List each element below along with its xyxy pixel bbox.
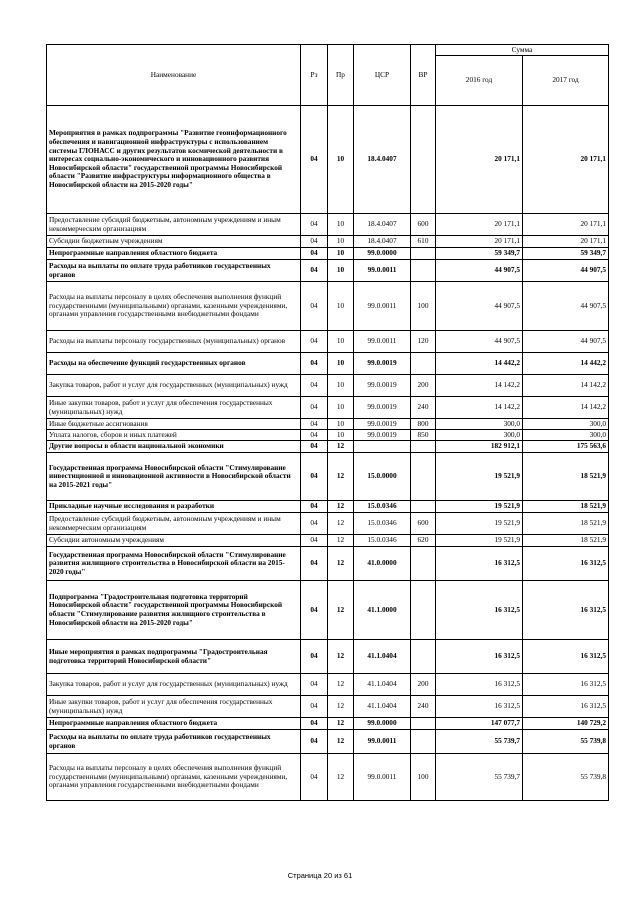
row-sum-2017: 16 312,5 (523, 640, 609, 674)
row-sum-2017: 16 312,5 (523, 581, 609, 640)
row-sum-2016: 16 312,5 (436, 640, 523, 674)
row-sum-2017: 18 521,9 (523, 453, 609, 501)
row-csr: 99.0.0019 (354, 353, 411, 375)
row-csr: 41.0.0000 (354, 547, 411, 581)
table-row (47, 513, 609, 535)
row-sum-2016: 59 349,7 (436, 248, 523, 260)
row-name: Подпрограмма "Градостроительная подготовка территорий Новосибирской области" государственной программы Новосибирской области "Стимулирование развития жилищного строительства в Новосибирской области на 2015-2020 годы" (47, 581, 301, 640)
row-rz: 04 (301, 441, 328, 453)
row-name: Непрограммные направления областного бюджета (47, 248, 301, 260)
table-row (47, 453, 609, 501)
row-pr: 12 (328, 696, 354, 718)
row-vr: 850 (411, 430, 436, 441)
row-rz: 04 (301, 214, 328, 236)
row-name: Закупка товаров, работ и услуг для государственных (муниципальных) нужд (47, 674, 301, 696)
row-rz: 04 (301, 501, 328, 513)
table-row (47, 674, 609, 696)
row-vr: 100 (411, 282, 436, 331)
row-csr: 99.0.0000 (354, 718, 411, 730)
row-vr: 100 (411, 754, 436, 801)
row-rz: 04 (301, 547, 328, 581)
table-row (47, 419, 609, 430)
header-rz: Рз (301, 45, 328, 106)
table-row (47, 640, 609, 674)
row-csr: 15.0.0346 (354, 513, 411, 535)
row-name: Другие вопросы в области национальной экономики (47, 441, 301, 453)
header-pr: Пр (328, 45, 354, 106)
row-csr: 99.0.0011 (354, 260, 411, 282)
table-row (47, 397, 609, 419)
table-row (47, 441, 609, 453)
row-csr: 15.0.0346 (354, 535, 411, 547)
row-csr (354, 441, 411, 453)
row-name: Государственная программа Новосибирской области "Стимулирование инвестиционной и инновационной активности в Новосибирской области на 2015-2021 годы" (47, 453, 301, 501)
row-pr: 12 (328, 441, 354, 453)
row-vr: 200 (411, 674, 436, 696)
row-csr: 99.0.0011 (354, 754, 411, 801)
row-rz: 04 (301, 581, 328, 640)
row-vr: 200 (411, 375, 436, 397)
row-csr: 41.1.0404 (354, 674, 411, 696)
row-pr: 12 (328, 730, 354, 754)
row-sum-2016: 20 171,1 (436, 236, 523, 248)
row-rz: 04 (301, 453, 328, 501)
table-body (47, 106, 609, 801)
row-csr: 18.4.0407 (354, 106, 411, 214)
row-vr (411, 547, 436, 581)
row-vr: 240 (411, 397, 436, 419)
row-pr: 10 (328, 375, 354, 397)
row-csr: 99.0.0019 (354, 419, 411, 430)
row-csr: 15.0.0000 (354, 453, 411, 501)
row-name: Расходы на выплаты персоналу в целях обеспечения выполнения функций государственными (муниципальными) органами, казенными учреждениями, органами управления государственными внебюджетными фондами (47, 754, 301, 801)
row-csr: 18.4.0407 (354, 214, 411, 236)
row-name: Уплата налогов, сборов и иных платежей (47, 430, 301, 441)
row-rz: 04 (301, 282, 328, 331)
row-pr: 10 (328, 430, 354, 441)
row-csr: 15.0.0346 (354, 501, 411, 513)
row-sum-2016: 16 312,5 (436, 581, 523, 640)
row-pr: 10 (328, 260, 354, 282)
row-csr: 99.0.0000 (354, 248, 411, 260)
row-sum-2017: 44 907,5 (523, 282, 609, 331)
row-sum-2017: 14 142,2 (523, 397, 609, 419)
budget-table (46, 44, 609, 801)
row-sum-2017: 175 563,6 (523, 441, 609, 453)
row-sum-2016: 16 312,5 (436, 547, 523, 581)
row-csr: 99.0.0019 (354, 375, 411, 397)
table-row (47, 260, 609, 282)
row-vr (411, 640, 436, 674)
row-vr: 600 (411, 513, 436, 535)
table-row (47, 248, 609, 260)
row-vr (411, 441, 436, 453)
row-sum-2016: 14 142,2 (436, 397, 523, 419)
row-rz: 04 (301, 430, 328, 441)
table-row (47, 754, 609, 801)
row-pr: 12 (328, 535, 354, 547)
row-sum-2017: 14 142,2 (523, 375, 609, 397)
row-name: Мероприятия в рамках подпрограммы "Развитие геоинформационного обеспечения и навигационной инфраструктуры с использованием системы ГЛОНАСС и других результатов космической деятельности в интересах социально-экономического и инновационного развития Новосибирской области" государственной программы Новосибирской области "Развитие инфраструктуры информационного общества в Новосибирской области на 2015-2020 годы" (47, 106, 301, 214)
row-pr: 12 (328, 674, 354, 696)
row-pr: 10 (328, 331, 354, 353)
table-row (47, 331, 609, 353)
row-pr: 12 (328, 581, 354, 640)
header-year-2017: 2017 год (523, 56, 609, 106)
table-row (47, 430, 609, 441)
row-sum-2016: 55 739,7 (436, 754, 523, 801)
row-rz: 04 (301, 331, 328, 353)
row-pr: 12 (328, 640, 354, 674)
row-rz: 04 (301, 513, 328, 535)
row-sum-2016: 44 907,5 (436, 260, 523, 282)
row-pr: 10 (328, 236, 354, 248)
row-vr: 620 (411, 535, 436, 547)
row-sum-2017: 20 171,1 (523, 214, 609, 236)
row-name: Иные мероприятия в рамках подпрограммы "Градостроительная подготовка территорий Новосибирской области" (47, 640, 301, 674)
row-vr (411, 453, 436, 501)
row-sum-2016: 19 521,9 (436, 513, 523, 535)
row-vr (411, 106, 436, 214)
row-csr: 99.0.0011 (354, 331, 411, 353)
row-pr: 12 (328, 453, 354, 501)
row-pr: 10 (328, 106, 354, 214)
row-rz: 04 (301, 375, 328, 397)
row-sum-2017: 18 521,9 (523, 535, 609, 547)
header-sum: Сумма (436, 45, 609, 56)
row-csr: 99.0.0011 (354, 730, 411, 754)
row-sum-2016: 14 442,2 (436, 353, 523, 375)
row-sum-2016: 20 171,1 (436, 106, 523, 214)
row-name: Субсидии бюджетным учреждениям (47, 236, 301, 248)
table-row (47, 718, 609, 730)
row-vr: 240 (411, 696, 436, 718)
row-vr (411, 501, 436, 513)
row-rz: 04 (301, 106, 328, 214)
row-name: Закупка товаров, работ и услуг для государственных (муниципальных) нужд (47, 375, 301, 397)
table-row (47, 282, 609, 331)
row-sum-2017: 55 739,8 (523, 754, 609, 801)
row-sum-2016: 44 907,5 (436, 282, 523, 331)
row-sum-2017: 18 521,9 (523, 513, 609, 535)
row-rz: 04 (301, 236, 328, 248)
row-vr (411, 718, 436, 730)
row-rz: 04 (301, 419, 328, 430)
row-rz: 04 (301, 730, 328, 754)
row-pr: 12 (328, 547, 354, 581)
row-rz: 04 (301, 535, 328, 547)
row-sum-2017: 55 739,8 (523, 730, 609, 754)
row-sum-2017: 14 442,2 (523, 353, 609, 375)
row-vr (411, 581, 436, 640)
row-sum-2016: 300,0 (436, 419, 523, 430)
row-sum-2017: 16 312,5 (523, 674, 609, 696)
row-sum-2017: 300,0 (523, 419, 609, 430)
row-sum-2016: 55 739,7 (436, 730, 523, 754)
table-row (47, 236, 609, 248)
row-sum-2017: 44 907,5 (523, 331, 609, 353)
header-year-2016: 2016 год (436, 56, 523, 106)
table-row (47, 581, 609, 640)
row-sum-2016: 44 907,5 (436, 331, 523, 353)
row-csr: 41.1.0404 (354, 640, 411, 674)
row-sum-2017: 16 312,5 (523, 696, 609, 718)
row-csr: 99.0.0011 (354, 282, 411, 331)
row-sum-2016: 147 077,7 (436, 718, 523, 730)
row-csr: 18.4.0407 (354, 236, 411, 248)
row-pr: 12 (328, 718, 354, 730)
row-sum-2017: 20 171,1 (523, 236, 609, 248)
row-rz: 04 (301, 397, 328, 419)
row-name: Расходы на выплаты персоналу государственных (муниципальных) органов (47, 331, 301, 353)
row-sum-2017: 20 171,1 (523, 106, 609, 214)
row-name: Непрограммные направления областного бюджета (47, 718, 301, 730)
row-vr: 600 (411, 214, 436, 236)
row-csr: 41.1.0404 (354, 696, 411, 718)
row-sum-2017: 16 312,5 (523, 547, 609, 581)
table-row (47, 501, 609, 513)
header-name: Наименование (47, 45, 301, 106)
row-name: Расходы на выплаты персоналу в целях обеспечения выполнения функций государственными (муниципальными) органами, казенными учреждениями, органами управления государственными внебюджетными фондами (47, 282, 301, 331)
row-pr: 12 (328, 513, 354, 535)
row-pr: 10 (328, 397, 354, 419)
row-sum-2017: 44 907,5 (523, 260, 609, 282)
row-pr: 12 (328, 754, 354, 801)
table-row (47, 375, 609, 397)
row-rz: 04 (301, 674, 328, 696)
row-vr (411, 248, 436, 260)
row-name: Иные закупки товаров, работ и услуг для обеспечения государственных (муниципальных) нужд (47, 397, 301, 419)
row-name: Иные бюджетные ассигнования (47, 419, 301, 430)
row-sum-2017: 140 729,2 (523, 718, 609, 730)
row-pr: 10 (328, 353, 354, 375)
row-pr: 10 (328, 282, 354, 331)
row-rz: 04 (301, 754, 328, 801)
page-footer: Страница 20 из 61 (287, 871, 353, 880)
table-row (47, 730, 609, 754)
row-rz: 04 (301, 260, 328, 282)
row-sum-2016: 14 142,2 (436, 375, 523, 397)
row-sum-2016: 19 521,9 (436, 535, 523, 547)
table-row (47, 696, 609, 718)
row-name: Субсидии автономным учреждениям (47, 535, 301, 547)
row-rz: 04 (301, 696, 328, 718)
row-rz: 04 (301, 718, 328, 730)
row-sum-2017: 300,0 (523, 430, 609, 441)
row-rz: 04 (301, 640, 328, 674)
table-row (47, 106, 609, 214)
row-vr (411, 353, 436, 375)
row-vr (411, 260, 436, 282)
row-sum-2016: 16 312,5 (436, 674, 523, 696)
row-sum-2016: 20 171,1 (436, 214, 523, 236)
table-row (47, 214, 609, 236)
table-row (47, 535, 609, 547)
header-vr: ВР (411, 45, 436, 106)
row-sum-2016: 19 521,9 (436, 501, 523, 513)
row-name: Расходы на выплаты по оплате труда работников государственных органов (47, 730, 301, 754)
row-sum-2016: 16 312,5 (436, 696, 523, 718)
row-csr: 41.1.0000 (354, 581, 411, 640)
row-sum-2017: 59 349,7 (523, 248, 609, 260)
row-vr: 120 (411, 331, 436, 353)
row-sum-2016: 300,0 (436, 430, 523, 441)
row-csr: 99.0.0019 (354, 397, 411, 419)
row-sum-2016: 182 912,1 (436, 441, 523, 453)
row-sum-2017: 18 521,9 (523, 501, 609, 513)
row-name: Предоставление субсидий бюджетным, автономным учреждениям и иным некоммерческим организациям (47, 513, 301, 535)
row-rz: 04 (301, 248, 328, 260)
header-csr: ЦСР (354, 45, 411, 106)
row-csr: 99.0.0019 (354, 430, 411, 441)
row-rz: 04 (301, 353, 328, 375)
row-vr: 800 (411, 419, 436, 430)
row-vr (411, 730, 436, 754)
table-row (47, 547, 609, 581)
row-sum-2016: 19 521,9 (436, 453, 523, 501)
row-pr: 10 (328, 248, 354, 260)
row-name: Расходы на выплаты по оплате труда работников государственных органов (47, 260, 301, 282)
row-vr: 610 (411, 236, 436, 248)
row-name: Прикладные научные исследования и разработки (47, 501, 301, 513)
table-row (47, 353, 609, 375)
row-pr: 10 (328, 419, 354, 430)
row-pr: 10 (328, 214, 354, 236)
row-name: Предоставление субсидий бюджетным, автономным учреждениям и иным некоммерческим организациям (47, 214, 301, 236)
row-name: Иные закупки товаров, работ и услуг для обеспечения государственных (муниципальных) нужд (47, 696, 301, 718)
row-name: Расходы на обеспечение функций государственных органов (47, 353, 301, 375)
row-pr: 12 (328, 501, 354, 513)
row-name: Государственная программа Новосибирской области "Стимулирование развития жилищного строительства в Новосибирской области на 2015-2020 годы" (47, 547, 301, 581)
